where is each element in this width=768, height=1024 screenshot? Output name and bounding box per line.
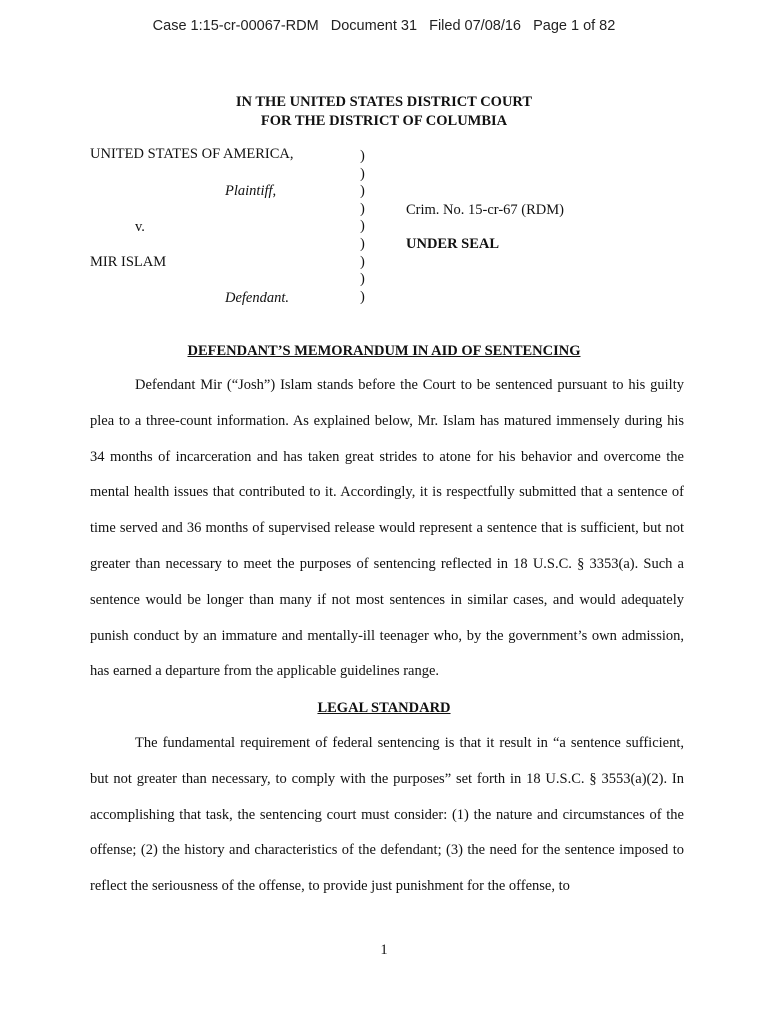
paren: ) xyxy=(360,148,365,164)
paren: ) xyxy=(360,200,365,217)
paren: ) xyxy=(360,235,365,252)
memorandum-body xyxy=(90,368,684,690)
case-caption xyxy=(90,146,690,311)
plaintiff-role: Plaintiff, xyxy=(225,183,277,199)
plaintiff-name: UNITED STATES OF AMERICA, xyxy=(90,146,294,162)
paren: ) xyxy=(360,165,365,182)
defendant-role: Defendant. xyxy=(225,290,290,306)
legal-standard-paragraph: The fundamental requirement of federal sentencing is that it result in “a sentence sufficient, but not greater than necessary, to comply with the purposes” set forth in 18 U.S.C. § 3553(a)(2). In accomplishing that task, the sentencing court must consider: (1) the nature and circumstances of the offense; (2) the history and characteristics of the defendant; (3) the need for the sentence imposed to reflect the seriousness of the offense, to provide just punishment for the offense, to xyxy=(90,735,684,895)
paren: ) xyxy=(360,288,365,305)
legal-standard-title: LEGAL STANDARD xyxy=(317,700,451,716)
ecf-header: Case 1:15-cr-00067-RDM Document 31 Filed 07/08/16 Page 1 of 82 xyxy=(152,18,616,34)
court-heading xyxy=(0,93,768,131)
page-number: 1 xyxy=(380,942,388,958)
court-line-1: IN THE UNITED STATES DISTRICT COURT xyxy=(235,94,533,110)
paren: ) xyxy=(360,218,365,235)
versus: v. xyxy=(135,219,145,235)
defendant-name: MIR ISLAM xyxy=(90,254,167,270)
paren: ) xyxy=(360,183,365,200)
paren: ) xyxy=(360,253,365,270)
memorandum-paragraph: Defendant Mir (“Josh”) Islam stands before the Court to be sentenced pursuant to his guilty plea to a three-count information. As explained below, Mr. Islam has matured immensely during his 34 months of incarceration and has taken great strides to atone for his behavior and overcome the mental health issues that contributed to it. Accordingly, it is respectfully submitted that a sentence of time served and 36 months of supervised release would represent a sentence that is sufficient, but not greater than necessary to meet the purposes of sentencing reflected in 18 U.S.C. § 3353(a). Such a sentence would be longer than many if not most sentences in similar cases, and would adequately punish conduct by an immature and mentally-ill teenager who, by the government’s own admission, has earned a departure from the applicable guidelines range. xyxy=(90,377,684,680)
legal-standard-body xyxy=(90,726,684,905)
memorandum-title: DEFENDANT’S MEMORANDUM IN AID OF SENTENCING xyxy=(187,343,581,359)
court-line-2: FOR THE DISTRICT OF COLUMBIA xyxy=(260,113,508,129)
criminal-number: Crim. No. 15-cr-67 (RDM) xyxy=(406,202,564,218)
caption-parentheses xyxy=(360,148,372,306)
paren: ) xyxy=(360,271,365,288)
under-seal-label: UNDER SEAL xyxy=(406,236,500,252)
